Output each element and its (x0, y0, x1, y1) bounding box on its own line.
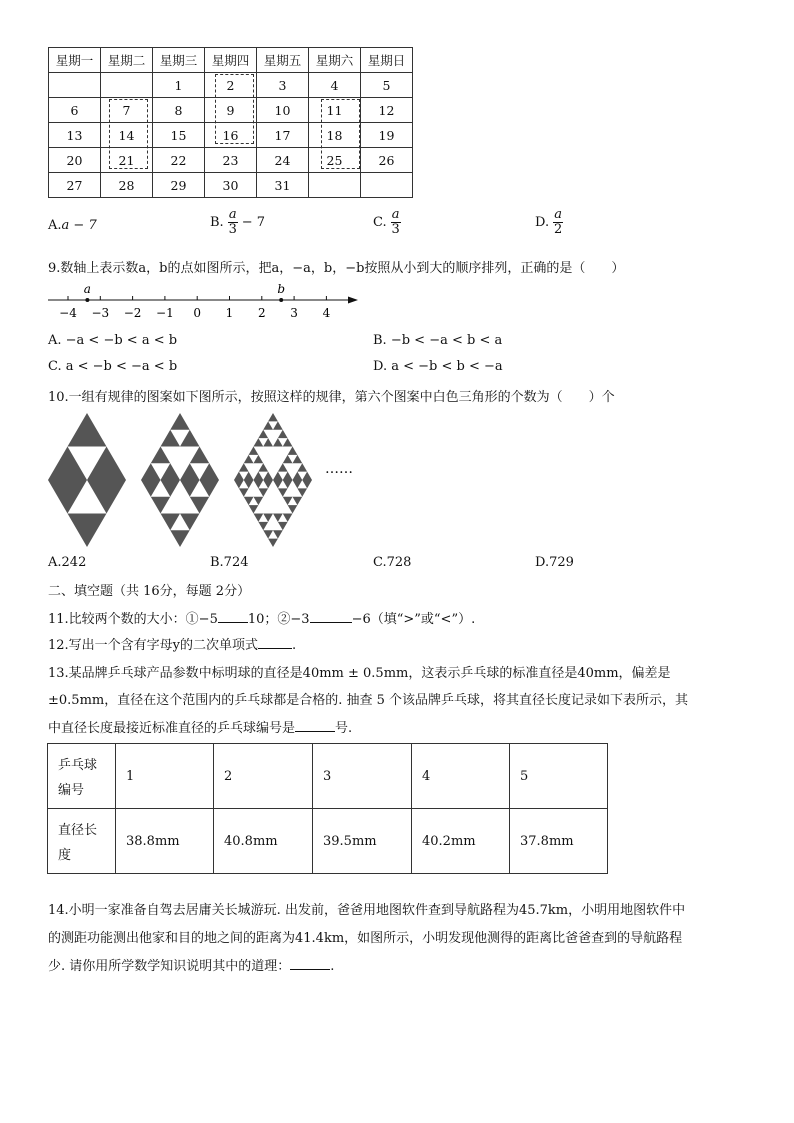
q10-option-b: B.724 (210, 555, 249, 570)
q8-option-b: B. $\frac{a}{3}$ − 7 (210, 207, 266, 237)
q9-option-b: B. −b < −a < b < a (373, 333, 503, 348)
number-line-point (85, 298, 89, 302)
q9-stem: 9.数轴上表示数a，b的点如图所示，把a，−a，b，−b按照从小到大的顺序排列，正确的是（ ） (48, 261, 625, 276)
calendar-cell: 12 (361, 98, 413, 123)
q10-stem: 10.一组有规律的图案如下图所示，按照这样的规律，第六个图案中白色三角形的个数为（ ）个 (48, 390, 615, 405)
section-heading: 二、填空题（共 16分，每题 2分） (48, 584, 251, 599)
row-header: 直径长 度 (48, 809, 116, 874)
number-line (40, 280, 370, 322)
q10-option-d: D.729 (535, 555, 574, 570)
calendar-cell: 18 (309, 123, 361, 148)
q14-line-3: 少. 请你用所学数学知识说明其中的道理： . (48, 959, 335, 974)
calendar-cell: 19 (361, 123, 413, 148)
axis-tick-label: −2 (123, 306, 142, 320)
axis-tick-label: −1 (156, 306, 174, 320)
q14-line-2: 的测距功能测出他家和目的地之间的距离为41.4km，如图所示，小明发现他测得的距离比爸爸查到的导航路程 (48, 931, 683, 946)
calendar-cell (309, 173, 361, 198)
calendar-cell: 21 (101, 148, 153, 173)
q8-option-d: D. $\frac{a}{2}$ (535, 207, 563, 237)
q13-line-2: ±0.5mm，直径在这个范围内的乒乓球都是合格的. 抽查 5 个该品牌乒乓球，将其直径长度记录如下表所示，其 (48, 693, 689, 708)
calendar-header: 星期四 (205, 48, 257, 73)
calendar-cell: 6 (49, 98, 101, 123)
calendar-cell (361, 173, 413, 198)
q8-option-c: C. $\frac{a}{3}$ (373, 207, 400, 237)
calendar-header: 星期三 (153, 48, 205, 73)
answer-blank[interactable] (295, 719, 335, 732)
fraction: $\frac{a}{3}$ (228, 207, 237, 237)
calendar-cell: 9 (205, 98, 257, 123)
calendar-cell: 10 (257, 98, 309, 123)
answer-blank[interactable] (310, 610, 352, 623)
axis-tick-label: −4 (59, 306, 77, 320)
calendar-cell: 5 (361, 73, 413, 98)
calendar-cell: 8 (153, 98, 205, 123)
diameter-value: 40.8mm (214, 809, 313, 874)
answer-blank[interactable] (218, 610, 248, 623)
number-line-point-label: a (83, 282, 91, 296)
number-line-point (279, 298, 283, 302)
dashed-frame-tuesday (109, 99, 148, 169)
answer-blank[interactable] (258, 636, 292, 649)
calendar-cell: 28 (101, 173, 153, 198)
calendar-cell: 17 (257, 123, 309, 148)
rhombus-pattern-3 (234, 413, 312, 547)
dashed-frame-saturday (321, 99, 360, 169)
pingpong-table (47, 743, 608, 874)
calendar-header: 星期日 (361, 48, 413, 73)
pattern-ellipsis: …… (325, 461, 353, 477)
q9-option-a: A. −a < −b < a < b (48, 333, 178, 348)
q11: 11.比较两个数的大小：①−5 10；②−3 −6（填“>”或“<”）. (48, 612, 476, 627)
calendar-header: 星期六 (309, 48, 361, 73)
calendar-header: 星期五 (257, 48, 309, 73)
ball-id: 4 (412, 744, 510, 809)
calendar-cell: 7 (101, 98, 153, 123)
rhombus-pattern-2 (141, 413, 219, 547)
axis-tick-label: 4 (322, 306, 331, 320)
calendar-cell: 4 (309, 73, 361, 98)
calendar-header: 星期一 (49, 48, 101, 73)
calendar-cell: 14 (101, 123, 153, 148)
calendar-cell: 13 (49, 123, 101, 148)
fraction: $\frac{a}{3}$ (391, 207, 400, 237)
q8-option-a: A.a − 7 (48, 218, 97, 233)
q12: 12.写出一个含有字母y的二次单项式 . (48, 638, 297, 653)
axis-tick-label: 3 (290, 306, 298, 320)
calendar-cell: 22 (153, 148, 205, 173)
diameter-value: 40.2mm (412, 809, 510, 874)
number-line-point-label: b (277, 282, 286, 296)
axis-tick-label: 0 (193, 306, 202, 320)
calendar-cell: 26 (361, 148, 413, 173)
calendar-cell: 16 (205, 123, 257, 148)
calendar-cell: 29 (153, 173, 205, 198)
calendar-cell: 1 (153, 73, 205, 98)
q13-line-3: 中直径长度最接近标准直径的乒乓球编号是 号. (48, 721, 353, 736)
rhombus-pattern-1 (48, 413, 126, 547)
calendar-cell: 24 (257, 148, 309, 173)
dashed-frame-thursday (215, 74, 254, 144)
axis-tick-label: −3 (91, 306, 110, 320)
q10-option-a: A.242 (48, 555, 87, 570)
q9-option-c: C. a < −b < −a < b (48, 359, 178, 374)
q13-line-1: 13.某品牌乒乓球产品参数中标明球的直径是40mm ± 0.5mm，这表示乒乓球的标准直径是40mm，偏差是 (48, 666, 671, 681)
diameter-value: 37.8mm (510, 809, 608, 874)
row-header: 乒乓球 编号 (48, 744, 116, 809)
calendar-cell: 11 (309, 98, 361, 123)
ball-id: 3 (313, 744, 412, 809)
q10-option-c: C.728 (373, 555, 412, 570)
calendar-cell (101, 73, 153, 98)
answer-blank[interactable] (290, 957, 330, 970)
calendar-cell: 25 (309, 148, 361, 173)
ball-id: 1 (116, 744, 214, 809)
calendar-cell (49, 73, 101, 98)
calendar-cell: 3 (257, 73, 309, 98)
diameter-value: 38.8mm (116, 809, 214, 874)
diameter-value: 39.5mm (313, 809, 412, 874)
calendar-cell: 15 (153, 123, 205, 148)
calendar-cell: 30 (205, 173, 257, 198)
calendar-cell: 20 (49, 148, 101, 173)
calendar-cell: 27 (49, 173, 101, 198)
calendar-cell: 2 (205, 73, 257, 98)
fraction: $\frac{a}{2}$ (553, 207, 563, 237)
ball-id: 2 (214, 744, 313, 809)
calendar-cell: 31 (257, 173, 309, 198)
q9-option-d: D. a < −b < b < −a (373, 359, 503, 374)
calendar-cell: 23 (205, 148, 257, 173)
ball-id: 5 (510, 744, 608, 809)
axis-tick-label: 2 (257, 306, 266, 320)
calendar-header: 星期二 (101, 48, 153, 73)
q14-line-1: 14.小明一家准备自驾去居庸关长城游玩. 出发前，爸爸用地图软件查到导航路程为45.7km，小明用地图软件中 (48, 903, 686, 918)
axis-tick-label: 1 (225, 306, 234, 320)
